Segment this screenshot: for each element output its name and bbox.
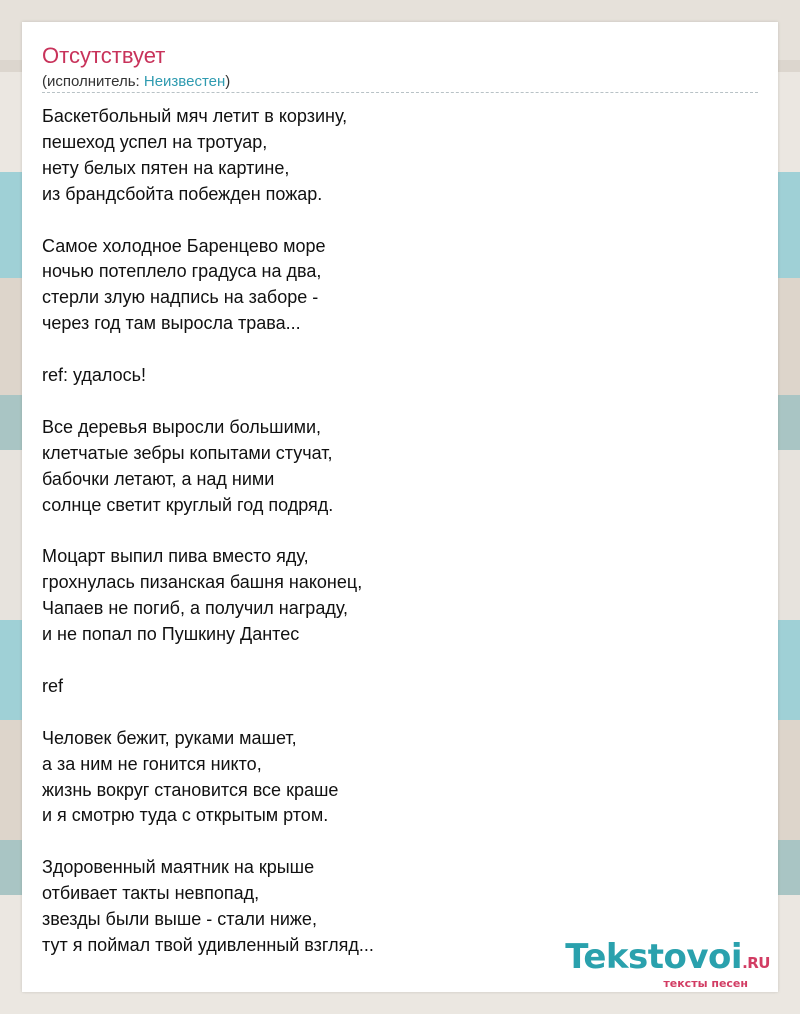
lyrics-card bbox=[22, 22, 778, 992]
artist-suffix: ) bbox=[225, 73, 231, 90]
artist-link[interactable]: Неизвестен bbox=[143, 73, 226, 90]
header-divider bbox=[42, 92, 758, 93]
site-logo[interactable] bbox=[565, 939, 770, 990]
logo-tld: .RU bbox=[742, 954, 770, 972]
logo-tagline: тексты песен bbox=[663, 977, 748, 990]
logo-wordmark bbox=[565, 939, 770, 981]
artist-prefix: (исполнитель: bbox=[42, 73, 144, 90]
artist-line bbox=[42, 72, 230, 92]
logo-name: Tekstovoi bbox=[565, 937, 743, 977]
song-title: Отсутствует bbox=[42, 43, 166, 68]
lyrics-text: Баскетбольный мяч летит в корзину, пешеход успел на тротуар, нету белых пятен на картине, из брандсбойта побежден пожар. Самое холодное Баренцево море ночью потеплело градуса на два, стерли злую надпись на заборе - через год там выросла трава... ref: удалось! Все деревья выросли большими, клетчатые зебры копытами стучат, бабочки летают, а над ними солнце светит круглый год подряд. Моцарт выпил пива вместо яду, грохнулась пизанская башня наконец, Чапаев не погиб, а получил награду, и не попал по Пушкину Дантес ref Человек бежит, руками машет, а за ним не гонится никто, жизнь вокруг становится все краше и я смотрю туда с открытым ртом. Здоровенный маятник на крыше отбивает такты невпопад, звезды были выше - стали ниже, тут я поймал твой удивленный взгляд... bbox=[42, 106, 374, 955]
